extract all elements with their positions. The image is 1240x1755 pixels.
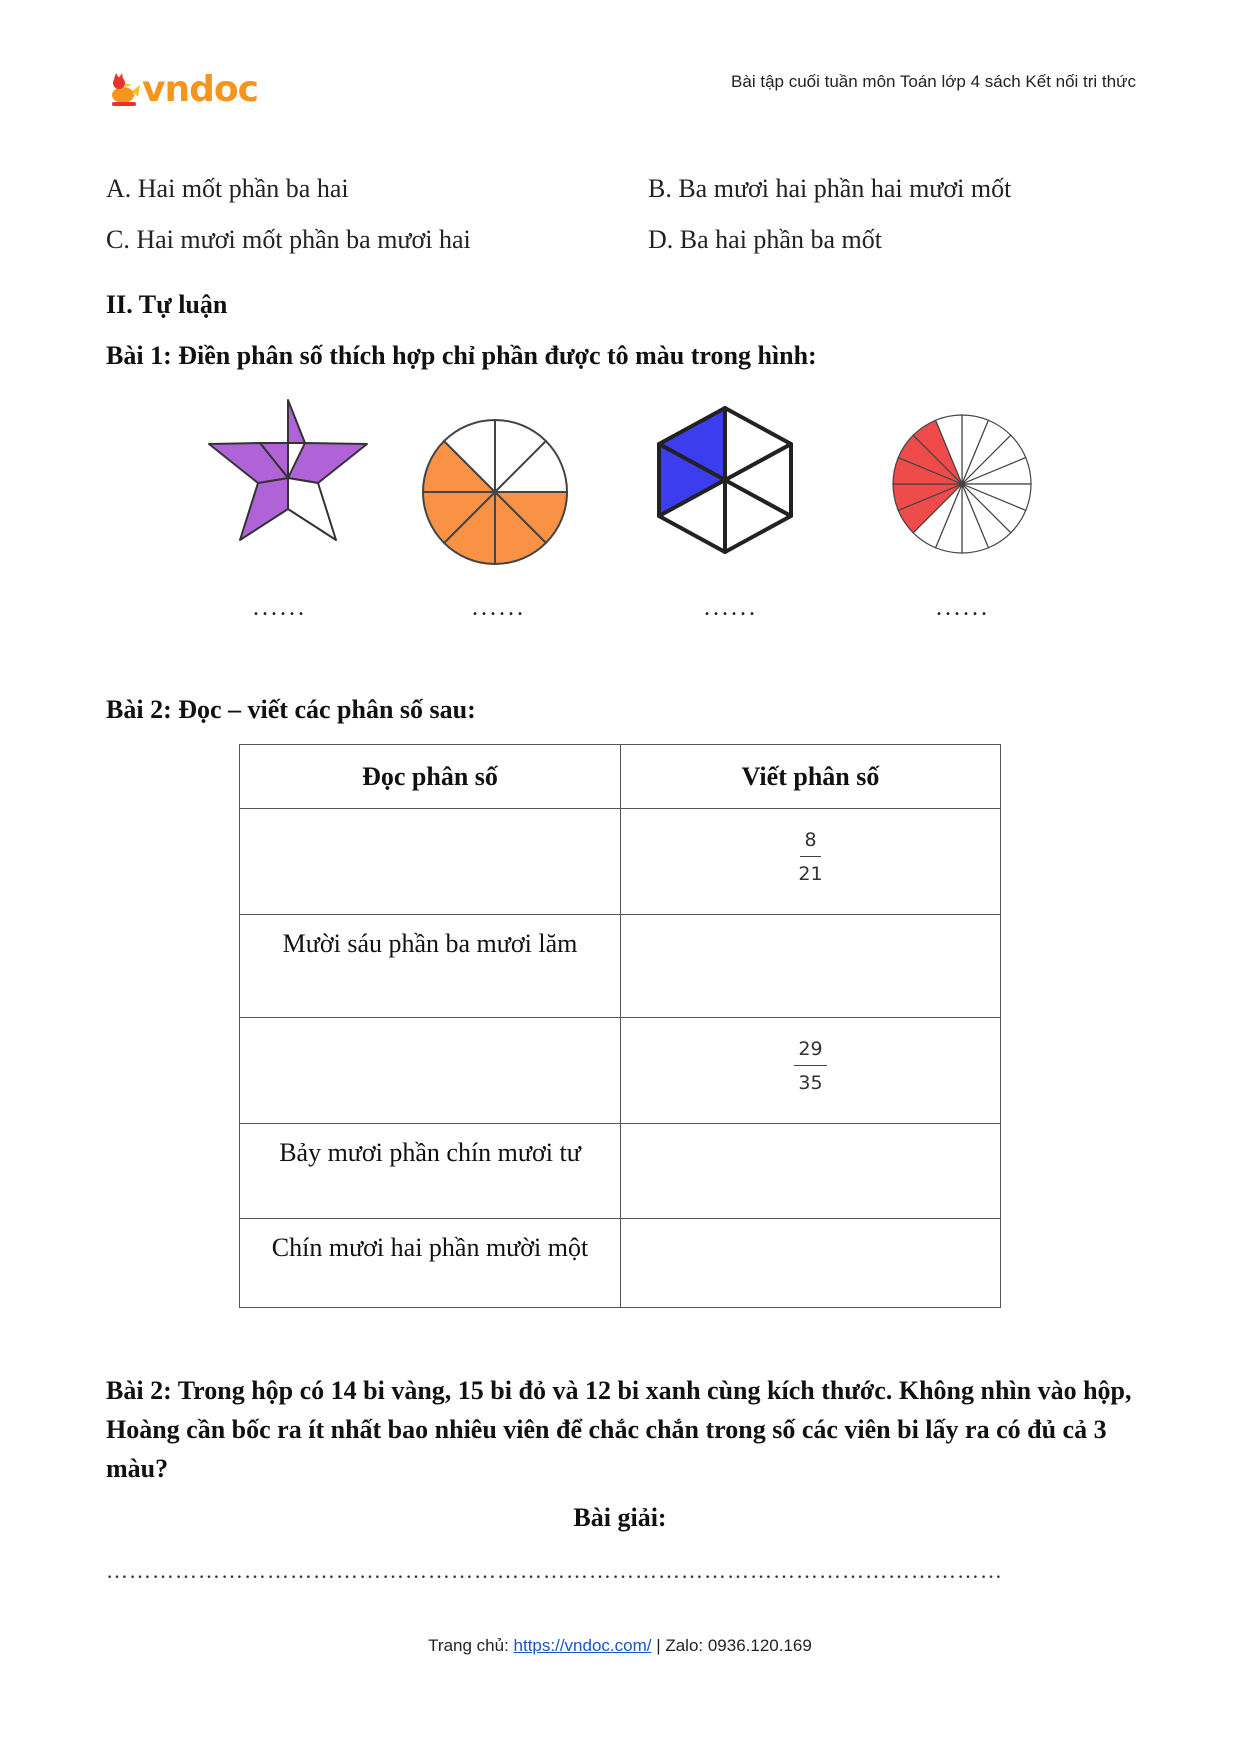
vndoc-logo[interactable]	[106, 69, 258, 110]
circle-sixteenths-figure	[890, 412, 1034, 556]
blank-answer-2[interactable]: ......	[472, 595, 526, 621]
footer-suffix: | Zalo: 0936.120.169	[651, 1636, 812, 1655]
cell-read: Chín mươi hai phần mười một	[240, 1219, 621, 1308]
logo-text: vndoc	[142, 69, 258, 110]
circle-eighths-sectors	[423, 420, 567, 564]
circle-eighths-figure	[420, 417, 570, 567]
option-a: A. Hai mốt phần ba hai	[106, 174, 349, 203]
fraction	[794, 1036, 826, 1093]
cell-read[interactable]	[240, 809, 621, 915]
answer-dotted-line[interactable]: ………………………………………………………………………………………………………	[106, 1558, 1003, 1583]
hexagon-figure	[655, 400, 795, 560]
table-row	[240, 1018, 1001, 1124]
fraction	[798, 827, 822, 884]
table-row	[240, 1219, 1001, 1308]
cell-read: Bảy mươi phần chín mươi tư	[240, 1124, 621, 1219]
cell-write[interactable]	[621, 1219, 1001, 1308]
table-row	[240, 809, 1001, 915]
star-part-4	[240, 478, 288, 540]
cell-read[interactable]	[240, 1018, 621, 1124]
section-title: II. Tự luận	[106, 290, 228, 319]
star-part-2	[288, 443, 367, 483]
option-b: B. Ba mươi hai phần hai mươi mốt	[648, 174, 1012, 203]
table-header-row	[240, 745, 1001, 809]
fraction-denominator: 35	[798, 1072, 823, 1094]
fraction-table	[239, 744, 1001, 1308]
option-d: D. Ba hai phần ba mốt	[648, 225, 882, 254]
table-row	[240, 915, 1001, 1018]
cell-write[interactable]	[621, 1124, 1001, 1219]
option-c: C. Hai mươi mốt phần ba mươi hai	[106, 225, 471, 254]
exercise3-text: Bài 2: Trong hộp có 14 bi vàng, 15 bi đỏ và 12 bi xanh cùng kích thước. Không nhìn vào hộp, Hoàng cần bốc ra ít nhất bao nhiêu viên để chắc chắn trong số các viên bi lấy ra có đủ cả 3 màu?	[106, 1376, 1132, 1483]
fraction-numerator: 8	[800, 827, 820, 857]
exercise1-title: Bài 1: Điền phân số thích hợp chỉ phần được tô màu trong hình:	[106, 341, 817, 370]
blank-answer-4[interactable]: ......	[936, 595, 990, 621]
table-row	[240, 1124, 1001, 1219]
cell-read: Mười sáu phần ba mươi lăm	[240, 915, 621, 1018]
footer	[0, 1636, 1240, 1656]
star-figure	[205, 396, 370, 556]
cell-write[interactable]	[621, 915, 1001, 1018]
header-write: Viết phân số	[621, 745, 1001, 809]
cell-write	[621, 1018, 1001, 1124]
header-read: Đọc phân số	[240, 745, 621, 809]
circle-sixteenths-sectors	[893, 415, 1031, 553]
document-header-title: Bài tập cuối tuần môn Toán lớp 4 sách Kết nối tri thức	[731, 72, 1136, 91]
blank-answer-1[interactable]: ......	[253, 595, 307, 621]
fraction-numerator: 29	[794, 1036, 826, 1066]
star-part-3	[288, 478, 336, 540]
footer-homepage-link[interactable]: https://vndoc.com/	[513, 1636, 652, 1655]
footer-prefix: Trang chủ:	[428, 1636, 514, 1655]
cell-write	[621, 809, 1001, 915]
solution-title: Bài giải:	[573, 1503, 667, 1532]
fraction-denominator: 21	[798, 863, 823, 885]
exercise2-title: Bài 2: Đọc – viết các phân số sau:	[106, 695, 476, 724]
rooster-icon	[106, 73, 142, 107]
blank-answer-3[interactable]: ......	[704, 595, 758, 621]
